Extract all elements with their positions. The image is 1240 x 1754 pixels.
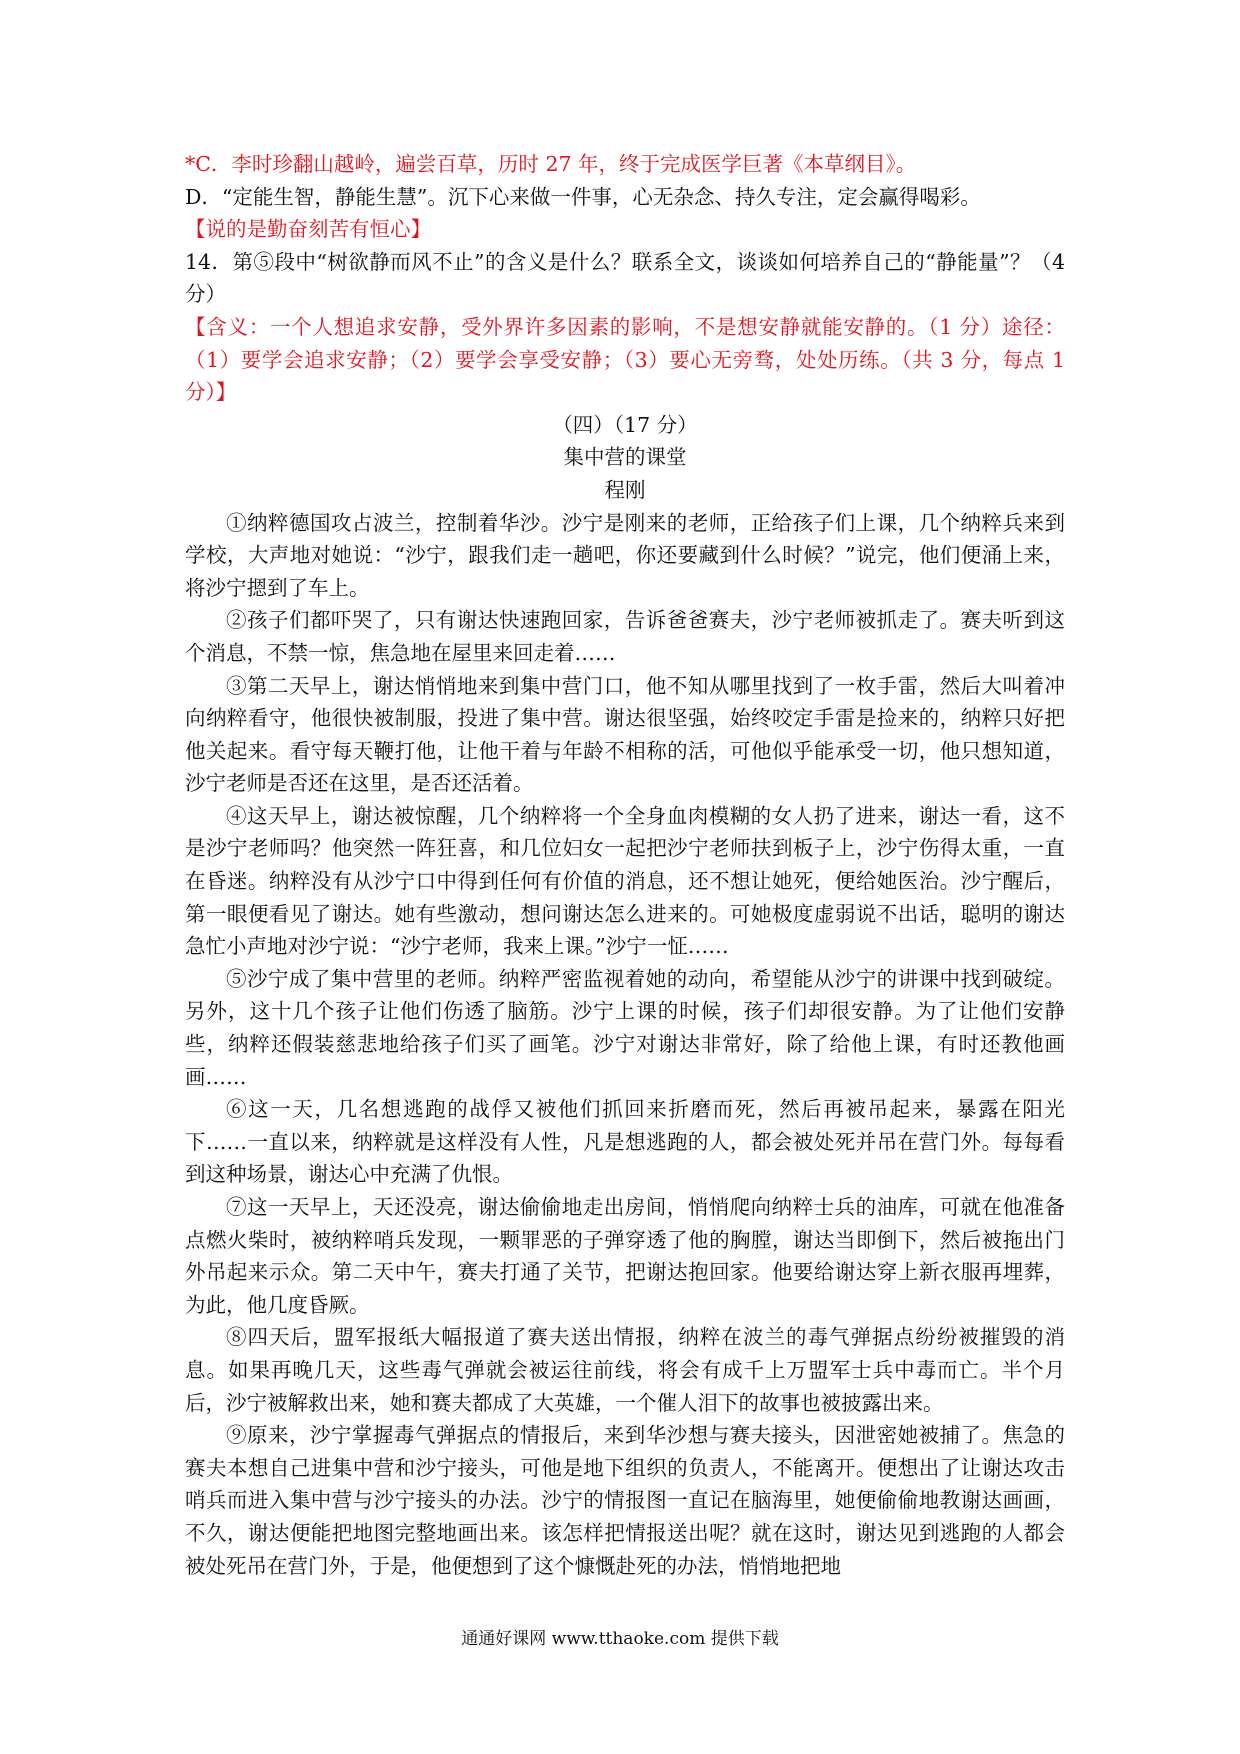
document-page <box>185 148 1065 1582</box>
article-author: 程刚 <box>604 477 646 502</box>
paragraph-7: ⑦这一天早上，天还没亮，谢达偷偷地走出房间，悄悄爬向纳粹士兵的油库，可就在他准备点燃火柴时，被纳粹哨兵发现，一颗罪恶的子弹穿透了他的胸膛，谢达当即倒下，然后被拖出门外吊起来示众。第二天中午，赛夫打通了关节，把谢达抱回家。他要给谢达穿上新衣服再埋葬，为此，他几度昏厥。 <box>185 1195 1065 1317</box>
section-label: （四）（17 分） <box>552 412 698 437</box>
question-14: 14．第⑤段中“树欲静而风不止”的含义是什么？联系全文，谈谈如何培养自己的“静能量”？（4 分） <box>185 249 1065 307</box>
paragraph-6: ⑥这一天，几名想逃跑的战俘又被他们抓回来折磨而死，然后再被吊起来，暴露在阳光下……一直以来，纳粹就是这样没有人性，凡是想逃跑的人，都会被处死并吊在营门外。每每看到这种场景，谢达心中充满了仇恨。 <box>185 1097 1065 1187</box>
option-c-answer: *C．李时珍翻山越岭，遍尝百草，历时 27 年，终于完成医学巨著《本草纲目》。 <box>185 152 917 176</box>
question-14-answer: 【含义：一个人想追求安静，受外界许多因素的影响，不是想安静就能安静的。（1 分）途径：（1）要学会追求安静；（2）要学会享受安静；（3）要心无旁骛，处处历练。（共 3 分，每点 1 分）】 <box>185 314 1065 405</box>
option-d: D．“定能生智，静能生慧”。沉下心来做一件事，心无杂念、持久专注，定会赢得喝彩。 <box>185 184 981 209</box>
paragraph-4: ④这天早上，谢达被惊醒，几个纳粹将一个全身血肉模糊的女人扔了进来，谢达一看，这不是沙宁老师吗？他突然一阵狂喜，和几位妇女一起把沙宁老师扶到板子上，沙宁伤得太重，一直在昏迷。纳粹没有从沙宁口中得到任何有价值的消息，还不想让她死，便给她医治。沙宁醒后，第一眼便看见了谢达。她有些激动，想问谢达怎么进来的。可她极度虚弱说不出话，聪明的谢达急忙小声地对沙宁说：“沙宁老师，我来上课。”沙宁一怔…… <box>185 803 1065 959</box>
paragraph-2: ②孩子们都吓哭了，只有谢达快速跑回家，告诉爸爸赛夫，沙宁老师被抓走了。赛夫听到这个消息，不禁一惊，焦急地在屋里来回走着…… <box>185 608 1065 665</box>
page-footer: 通通好课网 www.tthaoke.com 提供下载 <box>461 1629 779 1649</box>
paragraph-9: ⑨原来，沙宁掌握毒气弹据点的情报后，来到华沙想与赛夫接头，因泄密她被捕了。焦急的赛夫本想自己进集中营和沙宁接头，可他是地下组织的负责人，不能离开。便想出了让谢达攻击哨兵而进入集中营与沙宁接头的办法。沙宁的情报图一直记在脑海里，她便偷偷地教谢达画画，不久，谢达便能把地图完整地画出来。该怎样把情报送出呢？就在这时，谢达见到逃跑的人都会被处死吊在营门外，于是，他便想到了这个慷慨赴死的办法，悄悄地把地 <box>185 1423 1065 1578</box>
article-title: 集中营的课堂 <box>563 445 687 470</box>
paragraph-3: ③第二天早上，谢达悄悄地来到集中营门口，他不知从哪里找到了一枚手雷，然后大叫着冲向纳粹看守，他很快被制服，投进了集中营。谢达很坚强，始终咬定手雷是捡来的，纳粹只好把他关起来。看守每天鞭打他，让他干着与年龄不相称的活，可他似乎能承受一切，他只想知道，沙宁老师是否还在这里，是否还活着。 <box>185 673 1065 796</box>
paragraph-1: ①纳粹德国攻占波兰，控制着华沙。沙宁是刚来的老师，正给孩子们上课，几个纳粹兵来到学校，大声地对她说：“沙宁，跟我们走一趟吧，你还要藏到什么时候？”说完，他们便涌上来，将沙宁摁到了车上。 <box>185 510 1065 600</box>
paragraph-5: ⑤沙宁成了集中营里的老师。纳粹严密监视着她的动向，希望能从沙宁的讲课中找到破绽。另外，这十几个孩子让他们伤透了脑筋。沙宁上课的时候，孩子们却很安静。为了让他们安静些，纳粹还假装慈悲地给孩子们买了画笔。沙宁对谢达非常好，除了给他上课，有时还教他画画…… <box>185 966 1065 1089</box>
option-d-note: 【说的是勤奋刻苦有恒心】 <box>185 217 431 242</box>
paragraph-8: ⑧四天后，盟军报纸大幅报道了赛夫送出情报，纳粹在波兰的毒气弹据点纷纷被摧毁的消息。如果再晚几天，这些毒气弹就会被运往前线，将会有成千上万盟军士兵中毒而亡。半个月后，沙宁被解救出来，她和赛夫都成了大英雄，一个催人泪下的故事也被披露出来。 <box>185 1325 1065 1415</box>
